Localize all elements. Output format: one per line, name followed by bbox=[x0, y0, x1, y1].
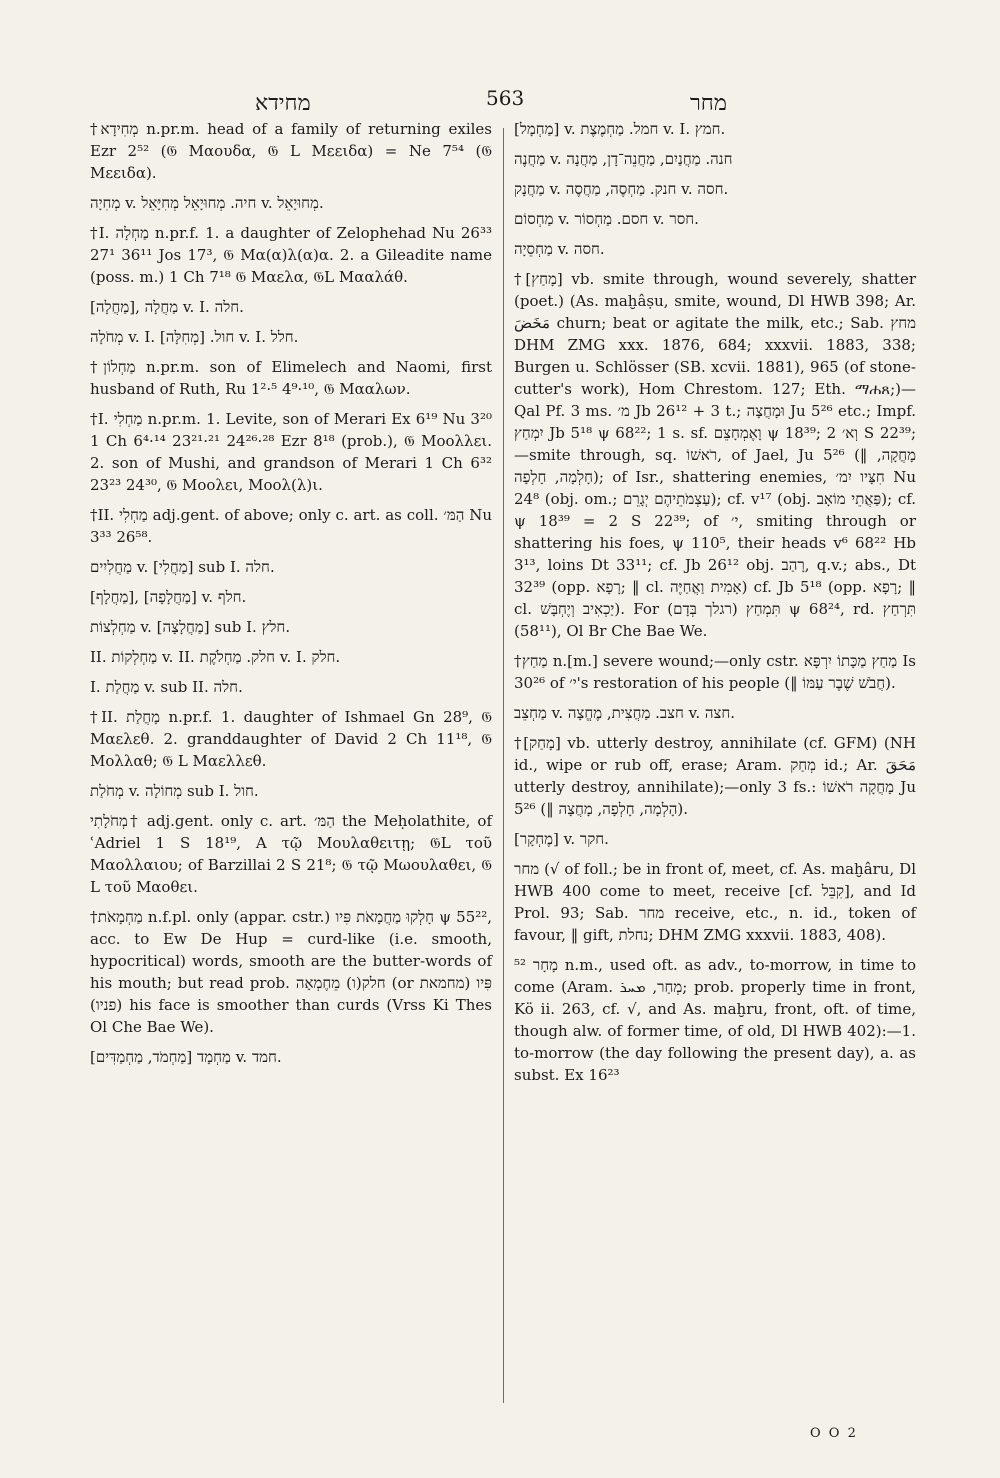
column-divider bbox=[503, 128, 504, 1403]
entry: מַחְסֵיָה v. חסה. bbox=[514, 240, 605, 258]
entry: מַחֲלִיִים v. [מַחֲלִי] sub I. חלה. bbox=[90, 558, 275, 576]
entry: מְחֹלָה v. I. חול. [מְחִלָּה] v. I. חלל. bbox=[90, 328, 299, 346]
header-left-guide-word: מחידא bbox=[255, 91, 311, 116]
left-column bbox=[90, 118, 492, 1068]
entry: מחר (√ of foll.; be in front of, meet, cf. As. maḫâru, Dl HWB 400 come to meet, receive [cf. קִבֵּל], and Id Prol. 93; Sab. מחר receive, etc., n. id., token of favour, ‖ gift, נחלת; DHM ZMG xxxvii. 1883, 408). bbox=[514, 860, 916, 944]
entry: מַחֲנָק v. חנק. מַחְסֶה, מַחֲסֶה v. חסה. bbox=[514, 180, 729, 198]
entry: †II. מָחֲלַת n.pr.f. 1. daughter of Ishmael Gn 28⁹, 𝔊 Μαελεθ. 2. granddaughter of David 2 Ch 11¹⁸, 𝔊 Μολλαθ; 𝔊 L Μαελλεθ. bbox=[90, 708, 492, 770]
entry: [מֶחְקָר] v. חקר. bbox=[514, 830, 609, 848]
printer-signature: O O 2 bbox=[810, 1426, 858, 1441]
header-right-guide-word: מחר bbox=[690, 91, 727, 116]
entry: †I. מַחְלָה n.pr.f. 1. a daughter of Zelophehad Nu 26³³ 27¹ 36¹¹ Jos 17³, 𝔊 Μα(α)λ(α)α. 2. a Gileadite name (poss. m.) 1 Ch 7¹⁸ 𝔊 Μαελα, 𝔊L Μααλάθ. bbox=[90, 224, 492, 286]
page-number: 563 bbox=[486, 86, 525, 110]
entry: I. מַחֲלַת v. sub II. חלה. bbox=[90, 678, 243, 696]
entry: †I. מַחְלִי n.pr.m. 1. Levite, son of Merari Ex 6¹⁹ Nu 3²⁰ 1 Ch 6⁴·¹⁴ 23²¹·²¹ 24²⁶·²⁸ Ezr 8¹⁸ (prob.), 𝔊 Μοολλει. 2. son of Mushi, and grandson of Merari 1 Ch 6³² 23²³ 24³⁰, 𝔊 Μοολει, Μοολ(λ)ι. bbox=[90, 410, 492, 494]
right-column bbox=[514, 118, 916, 1086]
entry: [מַחֲלָף], [מַחֲלָפָה] v. חלף. bbox=[90, 588, 247, 606]
entry: [מַחֲלָה], מַחֲלָה v. I. חלה. bbox=[90, 298, 244, 316]
entry: מַחֲנֶה v. חנה. מַחֲנַיִם, מַחֲנֵה־דָן, מַחֲנָה bbox=[514, 150, 733, 168]
entry: †מְחִידָא n.pr.m. head of a family of returning exiles Ezr 2⁵² (𝔊 Μαουδα, 𝔊 L Μεειδα) = Ne 7⁵⁴ (𝔊 Μεειδα). bbox=[90, 120, 492, 182]
entry: †מַחַץ n.[m.] severe wound;—only cstr. מַחַץ מַכָּתוֹ יִרְפָּא Is 30²⁶ of י׳'s restoration of his people (‖ חֲבֹשׁ שֶׁבֶר עַמּוֹ). bbox=[514, 652, 916, 692]
entry: מַחְלְצוֹת v. [מַחֲלָצָה] sub I. חלץ. bbox=[90, 618, 291, 636]
entry: II. מַחְלְקוֹת v. II. חלק. מַחְלֹקֶת v. I. חלק. bbox=[90, 648, 341, 666]
entry: מַחְצֵב v. חצב. מַחֲצִית, מֶחֱצָה v. חצה. bbox=[514, 704, 736, 722]
entry: מַחְמָד [מַחְמֹד, מַחְמַדִּים] v. חמד. bbox=[90, 1048, 282, 1066]
entry: מְחִיָה v. חיה. מְחוּיָאֵל מְחִיָּאֵל v. מְחוּיָאֵל. bbox=[90, 194, 324, 212]
entry: †[מָחַק] vb. utterly destroy, annihilate (cf. GFM) (NH id., wipe or rub off, erase; Aram. מְחַק id.; Ar. مَحَقَ utterly destroy, annihilate);—only 3 fs.: מָחֲקָה רֹאשׁוֹ Ju 5²⁶ (‖ הָלְמָה, חָלְפָה, מָחֲצָה). bbox=[514, 734, 916, 818]
entry: [מַחְמָל] v. חמל. מַחְמֶצֶת v. I. חמץ. bbox=[514, 120, 726, 138]
entry: מְחֹלַת v. מְחוֹלָה sub I. חול. bbox=[90, 782, 259, 800]
entry: מַחְסוֹם v. חסם. מַחְסוֹר v. חסר. bbox=[514, 210, 699, 228]
entry: †מַחְלוֹן n.pr.m. son of Elimelech and Naomi, first husband of Ruth, Ru 1²·⁵ 4⁹·¹⁰, 𝔊 Μααλων. bbox=[90, 358, 492, 398]
entry: מְחֹלָתִי† adj.gent. only c. art. הַמּ׳ the Meḥolathite, of ʿAdriel 1 S 18¹⁹, A τῷ Μουλαθειτῃ; 𝔊L τοῦ Μαολλαιου; of Barzillai 2 S 21⁸; 𝔊 τῷ Μωουλαθει, 𝔊 L τοῦ Μαοθει. bbox=[90, 812, 493, 896]
entry: מָחָר ⁵² n.m., used oft. as adv., to-morrow, in time to come (Aram. מְחַר, ܡܚܪ; prob. properly time in front, Kö ii. 263, cf. √, and As. maḫru, front, oft. of time, though alw. of former time, of old, Dl HWB 402):—1. to-morrow (the day following the present day), a. as subst. Ex 16²³ bbox=[514, 956, 916, 1084]
entry: †II. מַחְלִי adj.gent. of above; only c. art. as coll. הַמּ׳ Nu 3³³ 26⁵⁸. bbox=[90, 506, 492, 546]
entry: †מַחְמָאֹת n.f.pl. only (appar. cstr.) חָלְקוּ מַחֲמָאֹת פִּיו ψ 55²², acc. to Ew De Hup = curd-like (i.e. smooth, hypocritical) words, smooth are the butter-words of his mouth; but read prob. חלק(ו) מֵחֶמְאָה (or מחמאת) פִּיו (פניו) his face is smoother than curds (Vrss Ki Thes Ol Che Bae We). bbox=[90, 908, 493, 1036]
entry: †[מָחַץ] vb. smite through, wound severely, shatter (poet.) (As. maḫâṣu, smite, wound, Dl HWB 398; Ar. مَخَضَ churn; beat or agitate the milk, etc.; Sab. מחץ DHM ZMG xxx. 1876, 684; xxxvii. 1883, 338; Burgen u. Schlösser (SB. xcvii. 1881), 965 (of stone-cutter's work), Hom Chrestom. 127; Eth. ማሐጸ;)—Qal Pf. 3 ms. מ׳ Jb 26¹² + 3 t.; וּמָחֲצָה Ju 5²⁶ etc.; Impf. יִמְחַץ Jb 5¹⁸ ψ 68²²; 1 s. sf. וָאֶמְחָצֵם ψ 18³⁹; וְא׳ 2 S 22³⁹;—smite through, sq. רֹאשׁוֹ, of Jael, Ju 5²⁶ (‖ מָחֲקָה, חָלְמָה, חָלְפָה); of Isr., shattering enemies, חִצָּיו יִמ׳ Nu 24⁸ (obj. om.; עַצְמֹתֵיהֶם יְגָרֵם); cf. v¹⁷ (obj. פַּאֲתֵי מוֹאָב); cf. ψ 18³⁹ = 2 S 22³⁹; of י׳, smiting through or shattering his foes, ψ 110⁵, their heads v⁶ 68²² Hb 3¹³, loins Dt 33¹¹; cf. Jb 26¹² obj. רָהַב, q.v.; abs., Dt 32³⁹ (opp. רָפָא; ‖ cl. אָמִית וַאֲחַיֶּה) cf. Jb 5¹⁸ (opp. רָפָא; ‖ cl. יַכְאִיב וְיֶחְבָּשׁ). For תִּמְחַץ (רגלך בְּדָם) ψ 68²⁴, rd. תִּרְחַץ (58¹¹), Ol Br Che Bae We. bbox=[514, 270, 917, 640]
